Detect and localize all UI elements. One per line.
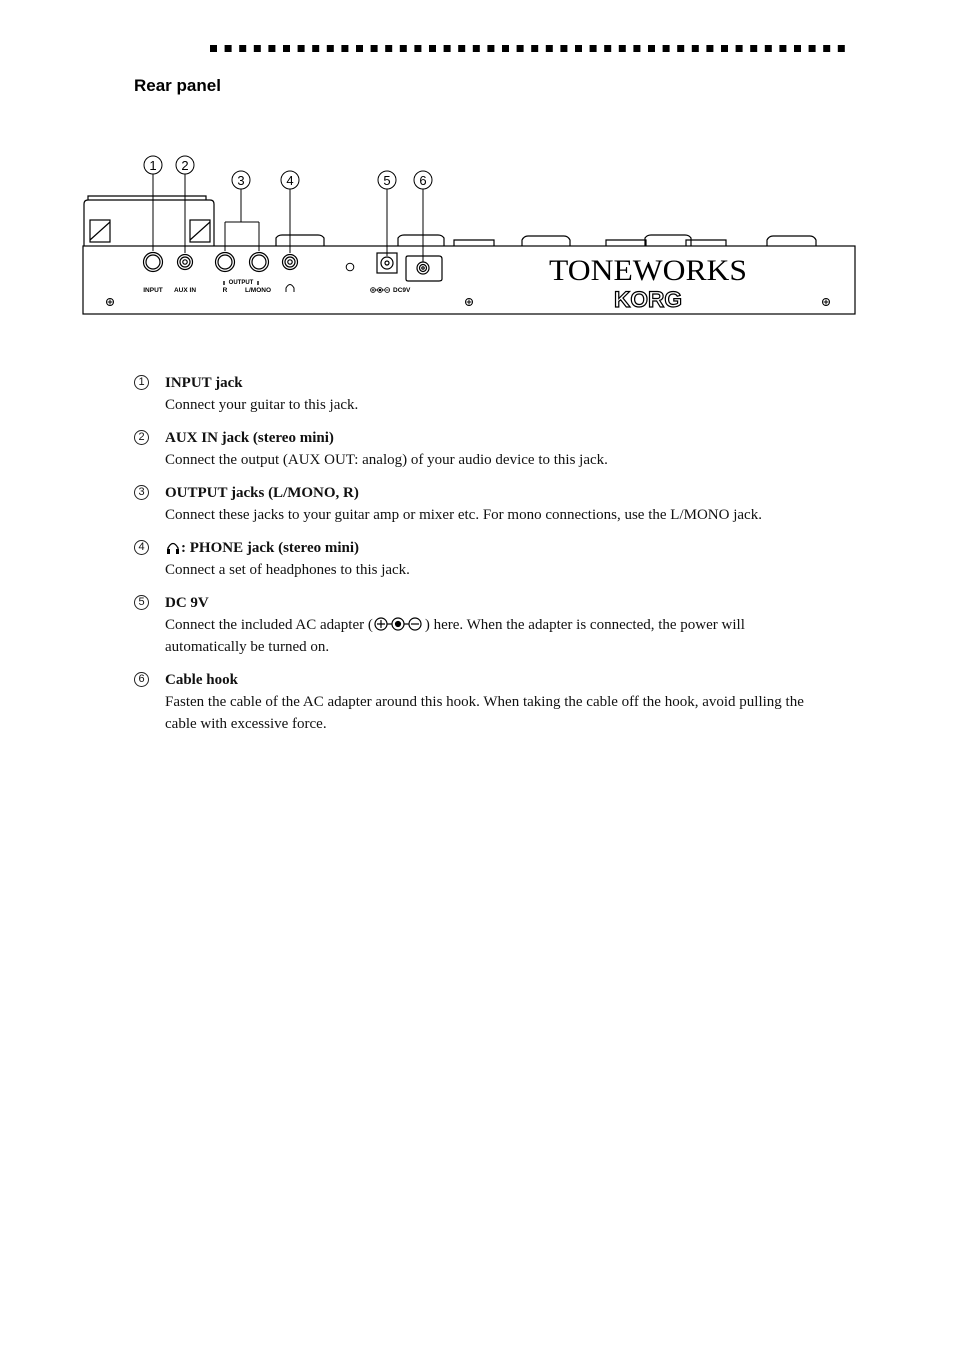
dash-square xyxy=(838,45,845,52)
polarity-symbol-icon xyxy=(373,616,425,632)
headphones-icon xyxy=(286,285,294,293)
dash-square xyxy=(706,45,713,52)
svg-text:5: 5 xyxy=(383,173,391,188)
dash-square xyxy=(312,45,319,52)
phones-jack-icon xyxy=(283,255,298,270)
item-description: Connect the output (AUX OUT: analog) of your audio device to this jack. xyxy=(165,452,608,468)
item-number: 6 xyxy=(134,672,149,687)
item-number: 3 xyxy=(134,485,149,500)
brand-toneworks: TONEWORKS xyxy=(549,254,747,287)
screw-icons xyxy=(107,299,830,306)
input-label: INPUT xyxy=(143,287,163,294)
list-item xyxy=(134,537,814,581)
item-description-after: ) here. When the adapter is connected, the power will automatically be turned on. xyxy=(165,617,745,655)
dash-square xyxy=(268,45,275,52)
output-label: OUTPUT xyxy=(228,280,254,286)
dash-square xyxy=(341,45,348,52)
item-title: : PHONE jack (stereo mini) xyxy=(181,540,360,556)
callout-5 xyxy=(378,171,396,189)
item-title-row xyxy=(165,537,814,559)
item-number: 2 xyxy=(134,430,149,445)
dashed-header-rule xyxy=(210,44,850,52)
dash-square xyxy=(225,45,232,52)
list-item xyxy=(134,372,814,416)
dash-square xyxy=(721,45,728,52)
dash-square xyxy=(765,45,772,52)
dash-square xyxy=(736,45,743,52)
dash-square xyxy=(677,45,684,52)
svg-text:3: 3 xyxy=(237,173,245,188)
cable-hook-icon xyxy=(406,256,442,281)
dash-square xyxy=(254,45,261,52)
rear-panel-diagram xyxy=(80,150,860,320)
dash-square xyxy=(517,45,524,52)
dash-square xyxy=(487,45,494,52)
dash-square xyxy=(633,45,640,52)
aux-in-jack-icon xyxy=(178,255,193,270)
item-list xyxy=(134,372,814,746)
dash-square xyxy=(458,45,465,52)
led-indicator xyxy=(346,263,354,271)
list-item xyxy=(134,427,814,471)
dash-square xyxy=(444,45,451,52)
callout-4 xyxy=(281,171,299,189)
dash-square xyxy=(750,45,757,52)
item-description: Connect a set of headphones to this jack. xyxy=(165,562,410,578)
item-number: 5 xyxy=(134,595,149,610)
item-description: Connect your guitar to this jack. xyxy=(165,397,359,413)
dc9v-label: DC9V xyxy=(393,287,411,294)
headphones-icon xyxy=(165,540,181,555)
svg-text:4: 4 xyxy=(286,173,294,188)
dash-square xyxy=(502,45,509,52)
dash-square xyxy=(823,45,830,52)
list-item xyxy=(134,669,814,735)
callout-2 xyxy=(176,156,194,174)
item-title: AUX IN jack (stereo mini) xyxy=(165,430,334,446)
callout-1 xyxy=(144,156,162,174)
dash-square xyxy=(794,45,801,52)
output-l-mono-jack-icon xyxy=(250,253,269,272)
dash-square xyxy=(531,45,538,52)
output-r-label: R xyxy=(222,287,228,294)
output-l-mono-label: L/MONO xyxy=(245,287,271,294)
input-jack-icon xyxy=(144,253,163,272)
dash-square xyxy=(400,45,407,52)
item-title: OUTPUT jacks (L/MONO, R) xyxy=(165,485,359,501)
dash-square xyxy=(590,45,597,52)
aux-in-label: AUX IN xyxy=(173,287,197,294)
dash-square xyxy=(429,45,436,52)
dash-square xyxy=(692,45,699,52)
dash-square xyxy=(809,45,816,52)
svg-text:1: 1 xyxy=(149,158,157,173)
output-r-jack-icon xyxy=(216,253,235,272)
dash-square xyxy=(210,45,217,52)
svg-text:6: 6 xyxy=(419,173,427,188)
callout-6 xyxy=(414,171,432,189)
knob-row xyxy=(454,236,816,246)
dash-square xyxy=(298,45,305,52)
dash-square xyxy=(648,45,655,52)
dash-square xyxy=(546,45,553,52)
dash-square xyxy=(327,45,334,52)
list-item xyxy=(134,482,814,526)
item-title: INPUT jack xyxy=(165,375,243,391)
polarity-symbol-icon xyxy=(371,288,390,293)
brand-korg-logo: KORG xyxy=(614,287,682,312)
dash-square xyxy=(473,45,480,52)
item-title: Cable hook xyxy=(165,672,238,688)
dash-square xyxy=(385,45,392,52)
item-description xyxy=(165,614,814,658)
list-item xyxy=(134,592,814,658)
dash-square xyxy=(575,45,582,52)
item-description: Connect these jacks to your guitar amp or mixer etc. For mono connections, use the L/MONO jack. xyxy=(165,507,762,523)
item-number: 1 xyxy=(134,375,149,390)
dash-square xyxy=(560,45,567,52)
dash-square xyxy=(663,45,670,52)
dash-square xyxy=(283,45,290,52)
dash-square xyxy=(356,45,363,52)
item-description-before: Connect the included AC adapter ( xyxy=(165,617,373,633)
item-number: 4 xyxy=(134,540,149,555)
item-description: Fasten the cable of the AC adapter around this hook. When taking the cable off the hook, avoid pulling the cable with excessive force. xyxy=(165,694,804,732)
dash-square xyxy=(779,45,786,52)
dash-square xyxy=(604,45,611,52)
dash-square xyxy=(239,45,246,52)
section-title: Rear panel xyxy=(134,76,221,95)
dash-square xyxy=(414,45,421,52)
item-title: DC 9V xyxy=(165,595,209,611)
dash-square xyxy=(619,45,626,52)
dash-square xyxy=(371,45,378,52)
callout-3 xyxy=(232,171,250,189)
svg-text:2: 2 xyxy=(181,158,189,173)
